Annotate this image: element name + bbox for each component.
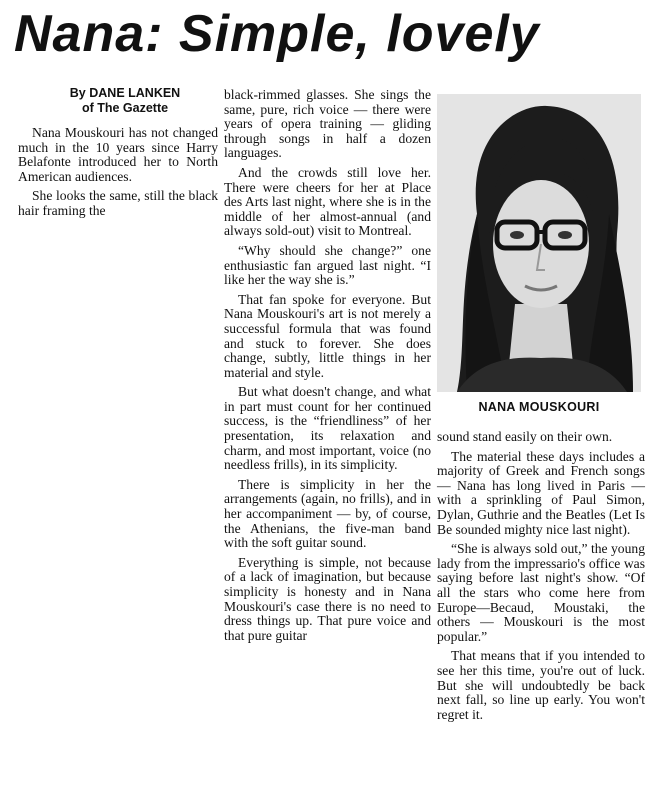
article-paragraph: She looks the same, still the black hair framing the: [18, 188, 218, 218]
article-paragraph: “Why should she change?” one enthusiastic fan argued last night. “I like her the way she is.”: [224, 242, 431, 288]
article-paragraph: That fan spoke for everyone. But Nana Mouskouri's art is not merely a successful formula that was found and stuck to forever. She does change, subtly, little things in her material and style.: [224, 291, 431, 380]
article-column-2: [224, 88, 431, 648]
article-paragraph: sound stand easily on their own.: [437, 429, 613, 444]
byline-publication: of The Gazette: [81, 101, 169, 115]
article-paragraph: The material these days includes a majority of Greek and French songs — Nana has long lived in Paris — with a sprinkling of Paul Simon, Dylan, Guthrie and the Beatles (Let Is Be sounded mighty nice last night).: [437, 448, 645, 537]
article-column-1: [18, 126, 218, 224]
article-paragraph: Everything is simple, not because of a lack of imagination, but because simplicity is honesty and in Nana Mouskouri's case there is no need to dress things up. That pure voice and that pure guitar: [224, 554, 431, 643]
article-paragraph: And the crowds still love her. There were cheers for her at Place des Arts last night, where she is in the middle of her almost-annual (and always sold-out) visit to Montreal.: [224, 164, 431, 239]
article-column-3: [437, 430, 645, 727]
article-paragraph: That means that if you intended to see her this time, you're out of luck. But she will undoubtedly be back next fall, so line up early. You won't regret it.: [437, 648, 645, 722]
article-paragraph: “She is always sold out,” the young lady from the impressario's office was saying before last night's show. “Of all the stars who come here from Europe—Becaud, Moustaki, the others — Mouskouri is the most popular.”: [437, 541, 645, 644]
article-paragraph: There is simplicity in her the arrangements (again, no frills), and in her accompaniment — by, of course, the Athenians, the five-man band with the soft guitar sound.: [224, 476, 431, 551]
byline-author: By DANE LANKEN: [69, 86, 181, 100]
article-paragraph: Nana Mouskouri has not changed much in the 10 years since Harry Belafonte introduced her to North American audiences.: [18, 125, 218, 184]
article-paragraph: black-rimmed glasses. She sings the same, pure, rich voice — there were years of opera training — gliding through songs in half a dozen languages.: [224, 87, 431, 161]
portrait-illustration: [437, 94, 641, 392]
headline: Nana: Simple, lovely: [14, 5, 540, 63]
article-paragraph: But what doesn't change, and what in part must count for her continued success, is the “friendliness” of her presentation, its relaxation and charm, and most important, voice (no needless frills), in its simplicity.: [224, 384, 431, 473]
photo-caption: NANA MOUSKOURI: [478, 400, 600, 414]
portrait-photo: [437, 94, 641, 392]
byline: [40, 86, 210, 116]
